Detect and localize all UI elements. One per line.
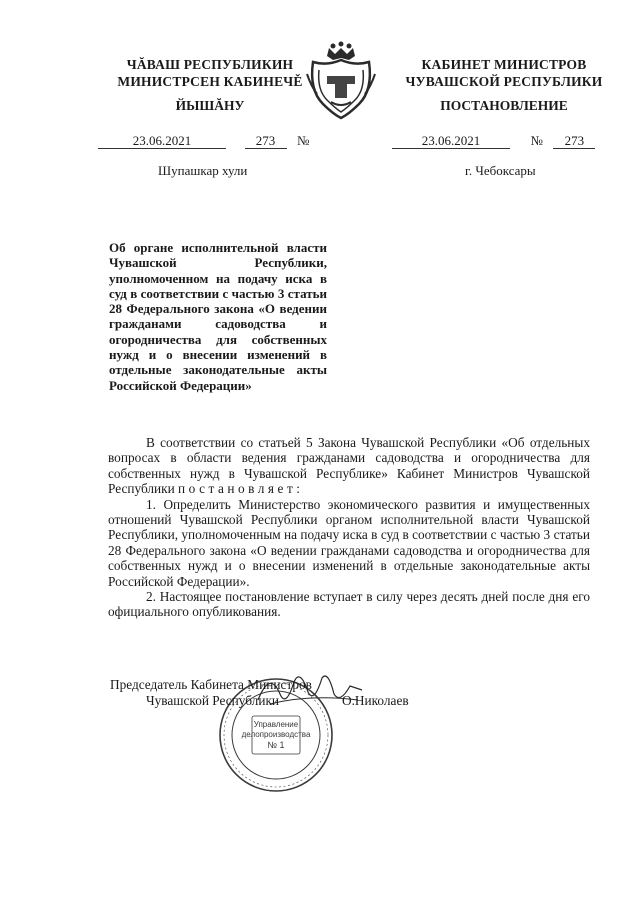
right-number: 273 xyxy=(553,133,595,149)
signature-position-republic: Чувашской Республики xyxy=(146,693,280,708)
header-left-line2: МИНИСТРСЕН КАБИНЕЧĚ xyxy=(117,74,303,89)
coat-of-arms-emblem xyxy=(303,40,379,120)
header-right-line2: ЧУВАШСКОЙ РЕСПУБЛИКИ xyxy=(405,74,603,89)
signature-position-line2 xyxy=(146,693,409,709)
left-date: 23.06.2021 xyxy=(98,133,226,149)
right-date: 23.06.2021 xyxy=(392,133,510,149)
body-resolves: постановляет: xyxy=(178,481,304,497)
header-left-doc-type: ЙЫШĂНУ xyxy=(175,98,245,113)
left-number-line xyxy=(98,133,309,149)
document-title: Об органе исполнительной власти Чувашской Республики, уполномоченном на подачу иска в суд в соответствии с частью 3 статьи 28 Федерального закона «О ведении гражданами садоводства и огородничества для собственных нужд и о внесении изменений в отдельные законодательные акты Российской Федерации» xyxy=(109,240,327,393)
left-number-sign: № xyxy=(297,133,310,148)
right-number-line xyxy=(392,133,595,149)
stamp-line-3: № 1 xyxy=(267,740,285,750)
place-left: Шупашкар хули xyxy=(158,163,248,178)
body-intro-paragraph xyxy=(108,435,590,497)
body-item-2: 2. Настоящее постановление вступает в силу через десять дней после дня его официального опубликования. xyxy=(108,589,590,620)
stamp-line-2: делопроизводства xyxy=(241,730,311,739)
body-item-1: 1. Определить Министерство экономического развития и имущественных отношений Чувашской Республики органом исполнительной власти Чувашской Республики, уполномоченным на подачу иска в суд в соответствии с частью 3 статьи 28 Федерального закона «О ведении гражданами садоводства и огородничества для собственных нужд и о внесении изменений в отдельные законодательные акты Российской Федерации». xyxy=(108,496,590,589)
signature-name: О.Николаев xyxy=(342,693,409,708)
header-right-title xyxy=(388,56,620,90)
document-body xyxy=(108,435,590,620)
body-intro: В соответствии со статьей 5 Закона Чувашской Республики «Об отдельных вопросах в области ведения гражданами садоводства и огородничества для собственных нужд в Чувашской Республике» Кабинет Министров Чувашской Республики xyxy=(108,435,590,497)
stamp-line-1: Управление xyxy=(253,720,299,729)
header-right-line1: КАБИНЕТ МИНИСТРОВ xyxy=(421,57,587,72)
header-left-title xyxy=(100,56,320,90)
header-left-line1: ЧĂВАШ РЕСПУБЛИКИН xyxy=(126,57,294,72)
header-right-doc-type: ПОСТАНОВЛЕНИЕ xyxy=(440,98,568,113)
left-number: 273 xyxy=(245,133,287,149)
right-number-sign: № xyxy=(530,133,543,148)
place-right: г. Чебоксары xyxy=(465,163,536,178)
signature-position-line1: Председатель Кабинета Министров xyxy=(110,677,312,692)
